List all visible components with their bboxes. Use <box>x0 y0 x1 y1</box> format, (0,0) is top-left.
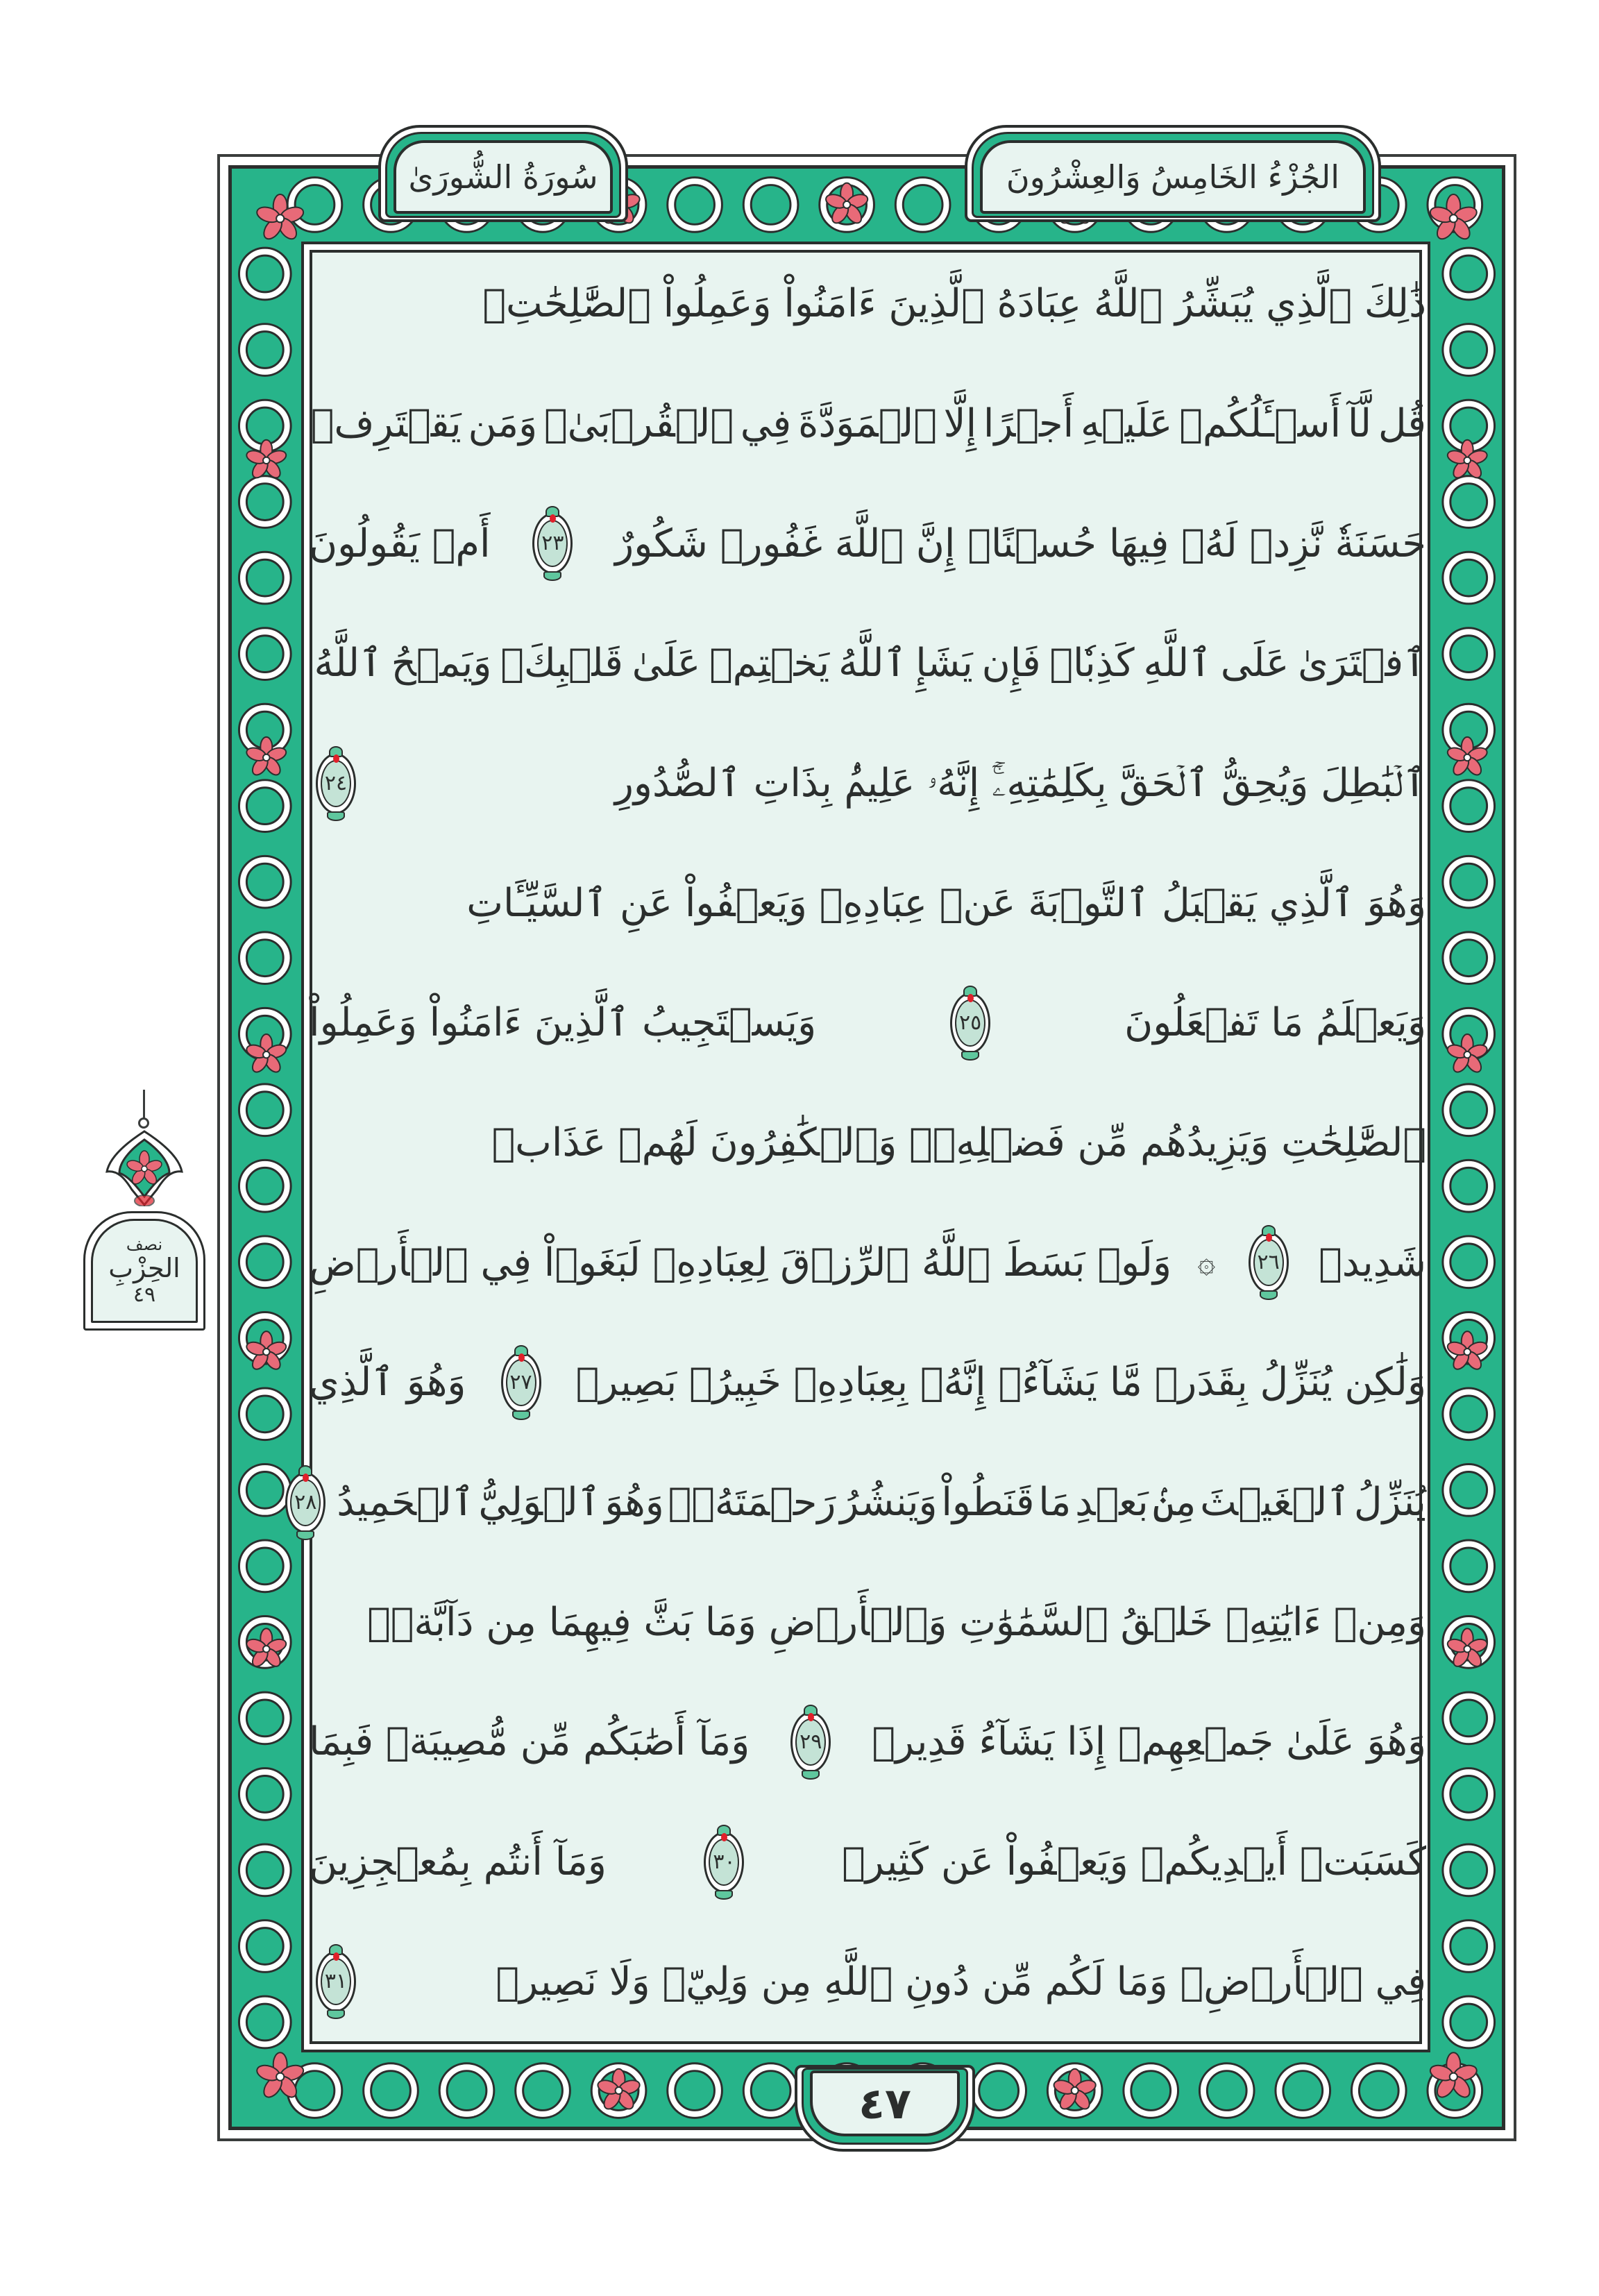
vine-loop <box>1446 632 1491 676</box>
verse-text: وَيَعۡلَمُ مَا تَفۡعَلُونَ <box>1124 1000 1426 1046</box>
verse-text: شَدِيدٞ <box>1319 1240 1426 1285</box>
vine-loop <box>1446 1240 1491 1284</box>
vine-loop <box>243 252 287 296</box>
vine-loop <box>243 1164 287 1208</box>
ayah-end-marker-icon <box>312 1944 360 2019</box>
verse-text: وَيَسۡتَجِيبُ ٱلَّذِينَ ءَامَنُواْ وَعَمِلُواْ <box>309 1000 817 1046</box>
vine-loop <box>1446 936 1491 980</box>
vine-loop <box>243 480 287 524</box>
vine-loop <box>1446 1468 1491 1512</box>
vine-loop <box>443 2067 491 2114</box>
ayah-number: ٢٣ <box>541 531 564 556</box>
ayah-end-marker-icon <box>700 1825 748 1900</box>
verse-text: كَسَبَتۡ أَيۡدِيكُمۡ وَيَعۡفُواْ عَن كَثِيرٖ <box>842 1839 1426 1885</box>
vine-loop <box>1446 1848 1491 1893</box>
ayah-number: ٣٠ <box>713 1849 736 1874</box>
vine-loop <box>671 2067 718 2114</box>
rub-el-hizb-star-icon: ۞ <box>1197 1244 1216 1280</box>
flower-ornament-icon <box>255 194 305 242</box>
verse-text: وَمَآ أَصَٰبَكُم مِّن مُّصِيبَةٖ فَبِمَا <box>309 1719 750 1765</box>
text-line <box>309 484 1426 603</box>
ayah-end-marker-icon <box>1244 1225 1293 1300</box>
vine-loop <box>1446 2000 1491 2045</box>
text-line <box>309 1203 1426 1322</box>
page-number: ٤٧ <box>858 2078 911 2129</box>
text-line <box>309 1922 1426 2041</box>
verse-text: ٱلصَّٰلِحَٰتِ وَيَزِيدُهُم مِّن فَضۡلِهِۦۚ وَٱلۡكَٰفِرُونَ لَهُمۡ عَذَابٞ <box>491 1120 1426 1166</box>
verse-text: يُنَزِّلُ ٱلۡغَيۡثَ مِنۢ بَعۡدِ مَا قَنَطُواْ وَيَنشُرُ رَحۡمَتَهُۥۚ وَهُوَ ٱلۡوَلِيُّ ٱلۡحَمِيدُ <box>337 1480 1426 1526</box>
verse-text: وَلَوۡ بَسَطَ ٱللَّهُ ٱلرِّزۡقَ لِعِبَادِهِۦ لَبَغَوۡاْ فِي ٱلۡأَرۡضِ <box>309 1240 1171 1285</box>
vine-loop <box>1446 1696 1491 1741</box>
vine-loop <box>243 936 287 980</box>
verse-text: وَلَٰكِن يُنَزِّلُ بِقَدَرٖ مَّا يَشَآءُۚ إِنَّهُۥ بِعِبَادِهِۦ خَبِيرُۢ بَصِيرٞ <box>575 1360 1426 1406</box>
verse-text: وَهُوَ عَلَىٰ جَمۡعِهِمۡ إِذَا يَشَآءُ قَدِيرٞ <box>872 1719 1426 1765</box>
vine-loop <box>243 1772 287 1816</box>
vine-loop <box>1279 2067 1326 2114</box>
ayah-end-marker-icon <box>312 746 360 821</box>
juz-title: الجُزْءُ الخَامِسُ وَالعِشْرُونَ <box>1006 158 1340 196</box>
vine-loop <box>1446 860 1491 904</box>
ayah-number: ٢٧ <box>509 1370 532 1394</box>
vine-loop <box>243 784 287 828</box>
vine-loop <box>243 328 287 372</box>
vine-loop <box>243 556 287 600</box>
hizb-marker <box>83 1090 208 1333</box>
text-line <box>294 1443 1426 1562</box>
text-line <box>309 1083 1426 1203</box>
text-line <box>309 1803 1426 1922</box>
vine-loop <box>243 1088 287 1132</box>
vine-loop <box>1446 252 1491 296</box>
flower-lamp-icon <box>104 1130 185 1206</box>
vine-loop <box>243 1392 287 1436</box>
ayah-end-marker-icon <box>946 986 995 1061</box>
vine-loop <box>243 1924 287 1968</box>
vine-loop <box>747 181 795 228</box>
vine-loop <box>243 1544 287 1589</box>
vine-loop <box>1446 1544 1491 1589</box>
surah-title-cartouche <box>378 125 628 222</box>
text-line <box>309 1323 1426 1442</box>
verse-text: حَسَنَةٗ نَّزِدۡ لَهُۥ فِيهَا حُسۡنًاۚ إِنَّ ٱللَّهَ غَفُورٞ شَكُورٌ <box>615 521 1426 566</box>
ayah-number: ٢٩ <box>800 1730 822 1754</box>
vine-loop <box>519 2067 566 2114</box>
verse-text: ٱفۡتَرَىٰ عَلَى ٱللَّهِ كَذِبٗاۖ فَإِن يَشَإِ ٱللَّهُ يَخۡتِمۡ عَلَىٰ قَلۡبِكَۗ وَيَمۡحُ ٱللَّهُ <box>314 641 1426 686</box>
verse-text: وَهُوَ ٱلَّذِي يَقۡبَلُ ٱلتَّوۡبَةَ عَنۡ عِبَادِهِۦ وَيَعۡفُواْ عَنِ ٱلسَّيِّـَٔاتِ <box>466 880 1426 926</box>
vine-loop <box>1446 480 1491 524</box>
ayah-number: ٢٨ <box>294 1489 317 1514</box>
text-line <box>309 724 1426 843</box>
verse-text: فِي ٱلۡأَرۡضِۖ وَمَا لَكُم مِّن دُونِ ٱللَّهِ مِن وَلِيّٖ وَلَا نَصِيرٖ <box>496 1959 1426 2004</box>
vine-loop <box>243 1468 287 1512</box>
ayah-number: ٢٤ <box>324 770 348 795</box>
verse-text: قُل لَّآ أَسۡـَٔلُكُمۡ عَلَيۡهِ أَجۡرًا إِلَّا ٱلۡمَوَدَّةَ فِي ٱلۡقُرۡبَىٰۗ وَمَن يَقۡتَرِفۡ <box>310 401 1426 447</box>
verse-text: ذَٰلِكَ ٱلَّذِي يُبَشِّرُ ٱللَّهُ عِبَادَهُ ٱلَّذِينَ ءَامَنُواْ وَعَمِلُواْ ٱلصَّٰلِحَٰتِۗ <box>482 281 1426 327</box>
vine-loop <box>1446 784 1491 828</box>
vine-loop <box>243 1696 287 1741</box>
ayah-number: ٢٦ <box>1257 1250 1280 1275</box>
verse-text: ٱلۡبَٰطِلَ وَيُحِقُّ ٱلۡحَقَّ بِكَلِمَٰتِهِۦٓۚ إِنَّهُۥ عَلِيمُۢ بِذَاتِ ٱلصُّدُورِ <box>614 761 1426 807</box>
flower-ornament-icon <box>1446 1331 1489 1372</box>
text-line <box>309 963 1426 1083</box>
vine-loop <box>1446 556 1491 600</box>
verse-text: أَمۡ يَقُولُونَ <box>309 521 491 566</box>
vine-loop <box>1446 1924 1491 1968</box>
vine-loop <box>243 1848 287 1893</box>
vine-loop <box>291 181 339 228</box>
vine-loop <box>1446 1392 1491 1436</box>
hizb-word: الحِزْبِ <box>108 1252 180 1283</box>
ayah-number: ٢٥ <box>959 1011 982 1035</box>
text-line <box>309 1562 1426 1682</box>
ayah-end-marker-icon <box>281 1465 330 1540</box>
vine-loop <box>243 632 287 676</box>
hanging-ring-icon <box>138 1117 149 1129</box>
hizb-fraction: نصف <box>126 1235 163 1255</box>
vine-loop <box>1446 1164 1491 1208</box>
vine-loop <box>975 2067 1022 2114</box>
vine-loop <box>1446 328 1491 372</box>
ayah-end-marker-icon <box>786 1705 835 1780</box>
vine-loop <box>367 2067 414 2114</box>
quran-text-block <box>294 244 1426 2042</box>
vine-loop <box>671 181 718 228</box>
vine-loop <box>747 2067 795 2114</box>
verse-text: وَهُوَ ٱلَّذِي <box>309 1360 466 1406</box>
ayah-end-marker-icon <box>528 506 577 581</box>
vine-loop <box>1355 2067 1403 2114</box>
text-line <box>309 604 1426 723</box>
juz-title-cartouche <box>965 125 1381 222</box>
vine-loop <box>899 181 947 228</box>
page-number-cartouche <box>795 2065 975 2152</box>
vine-loop <box>243 860 287 904</box>
vine-loop <box>243 2000 287 2045</box>
vine-loop <box>243 1240 287 1284</box>
ayah-end-marker-icon <box>497 1345 545 1420</box>
vine-loop <box>1446 1088 1491 1132</box>
ayah-number: ٣١ <box>324 1969 348 1994</box>
flower-ornament-icon <box>255 2052 305 2100</box>
vine-loop <box>1127 2067 1174 2114</box>
hizb-number: ٤٩ <box>133 1282 156 1307</box>
flower-ornament-icon <box>245 1331 288 1372</box>
text-line <box>309 364 1426 484</box>
text-line <box>309 244 1426 364</box>
vine-loop <box>1446 1772 1491 1816</box>
hanging-line <box>143 1090 145 1119</box>
hizb-label-box <box>83 1211 205 1331</box>
verse-text: وَمِنۡ ءَايَٰتِهِۦ خَلۡقُ ٱلسَّمَٰوَٰتِ وَٱلۡأَرۡضِ وَمَا بَثَّ فِيهِمَا مِن دَآبَّةٖۚ <box>367 1599 1426 1645</box>
vine-loop <box>1203 2067 1251 2114</box>
surah-title: سُورَةُ الشُّورَىٰ <box>408 158 598 196</box>
text-line <box>309 843 1426 963</box>
verse-text: وَمَآ أَنتُم بِمُعۡجِزِينَ <box>309 1839 607 1885</box>
text-line <box>309 1682 1426 1802</box>
